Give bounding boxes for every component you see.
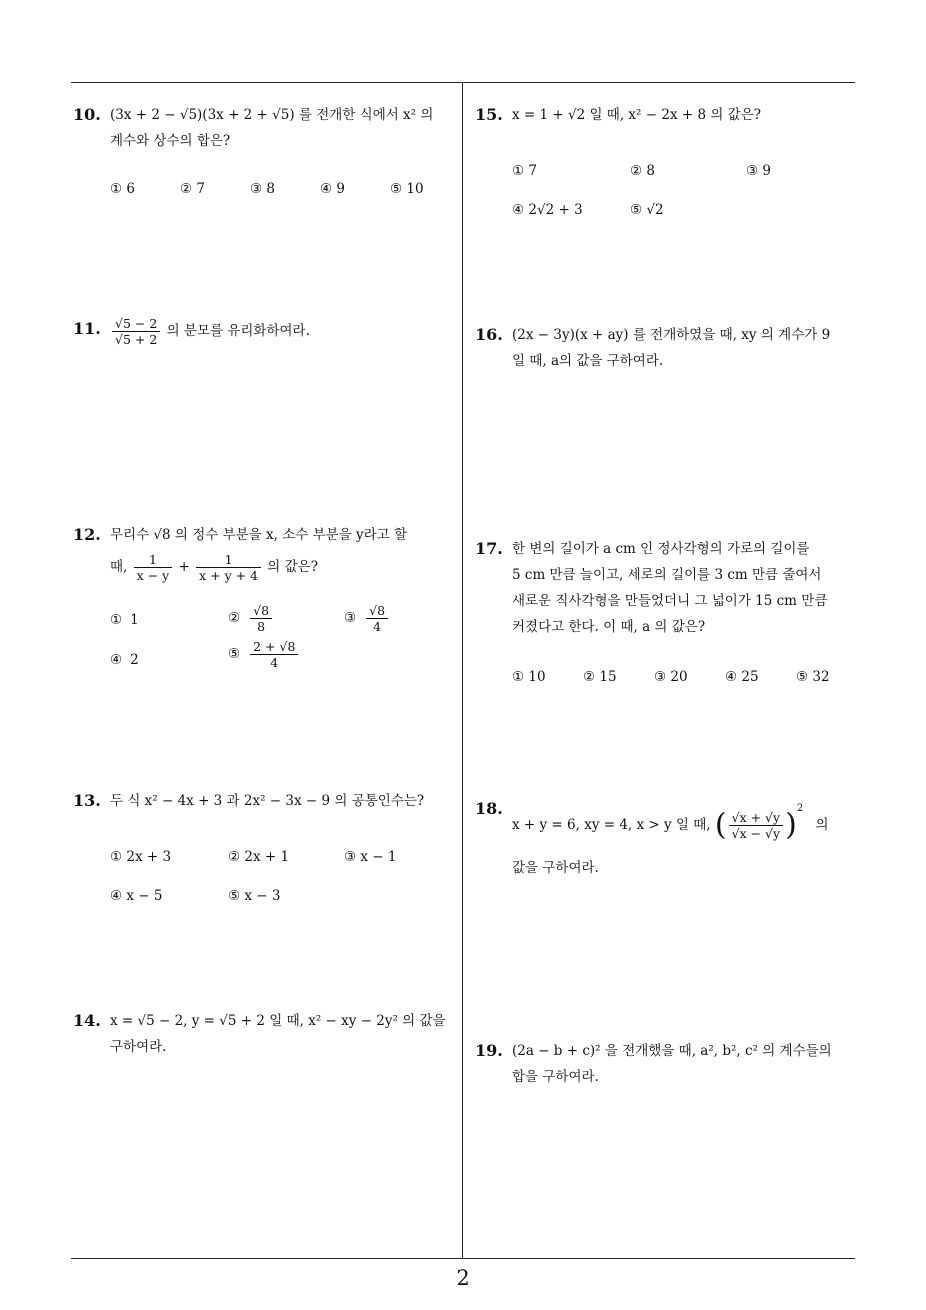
fraction-numerator: √8 — [366, 603, 388, 619]
problem-19 — [475, 1038, 861, 1090]
choice-2[interactable]: ② 15 — [583, 669, 617, 685]
fraction — [250, 603, 272, 634]
choice-4[interactable]: ④ 2√2 + 3 — [512, 202, 583, 218]
choice-5[interactable]: ⑤ x − 3 — [228, 888, 281, 904]
choice-list — [512, 664, 861, 704]
problem-10 — [73, 102, 459, 216]
exponent: 2 — [796, 803, 804, 814]
fraction-numerator: 1 — [196, 552, 261, 568]
problem-text-line: 구하여라. — [110, 1039, 167, 1055]
choice-1[interactable]: ① 7 — [512, 163, 537, 179]
choice-5[interactable] — [228, 639, 300, 670]
fraction-numerator: 1 — [134, 552, 173, 568]
choice-label: ① — [110, 612, 123, 628]
left-paren: ( — [714, 807, 727, 843]
problem-number: 14. — [73, 1011, 101, 1030]
problem-text: 의 — [815, 817, 829, 833]
problem-text-line: x = √5 − 2, y = √5 + 2 일 때, x² − xy − 2y² 의 값을 — [110, 1013, 446, 1029]
choice-4[interactable]: ④ 9 — [320, 181, 345, 197]
choice-label: ⑤ — [228, 646, 241, 662]
problem-text-line — [512, 800, 861, 841]
problem-number: 10. — [73, 105, 101, 124]
problem-text-line — [110, 552, 459, 583]
choice-text: 1 — [130, 612, 139, 628]
choice-1[interactable]: ① 2x + 3 — [110, 849, 172, 865]
choice-3[interactable]: ③ 8 — [250, 181, 275, 197]
fraction-numerator: √5 − 2 — [112, 316, 160, 332]
choice-3[interactable]: ③ 20 — [654, 669, 688, 685]
problem-number: 13. — [73, 791, 101, 810]
choice-label: ④ — [110, 652, 123, 668]
problem-text-line: x = 1 + √2 일 때, x² − 2x + 8 의 값은? — [512, 107, 761, 123]
choice-2[interactable]: ② 2x + 1 — [228, 849, 290, 865]
choice-list — [110, 844, 459, 914]
problem-text: 의 값은? — [267, 559, 318, 575]
choice-4[interactable] — [110, 647, 139, 673]
problem-number: 16. — [475, 325, 503, 344]
fraction-denominator: x − y — [136, 568, 170, 583]
problem-13 — [73, 788, 459, 914]
fraction-denominator: 4 — [373, 619, 382, 634]
problem-17 — [475, 536, 861, 704]
problem-text-line: 한 변의 길이가 a cm 인 정사각형의 가로의 길이를 — [512, 541, 810, 557]
fraction-numerator: √x + √y — [729, 810, 783, 826]
choice-label: ③ — [344, 610, 357, 626]
problem-text: 의 분모를 유리화하여라. — [166, 323, 310, 339]
problem-text-line: 일 때, a의 값을 구하여라. — [512, 353, 664, 369]
choice-1[interactable]: ① 10 — [512, 669, 546, 685]
choice-3[interactable]: ③ x − 1 — [344, 849, 397, 865]
top-rule — [71, 82, 855, 83]
problem-text: x + y = 6, xy = 4, x > y 일 때, — [512, 817, 711, 833]
fraction — [112, 316, 160, 347]
bottom-rule — [71, 1258, 855, 1259]
choice-4[interactable]: ④ x − 5 — [110, 888, 163, 904]
choice-list — [110, 176, 459, 216]
column-divider — [462, 83, 463, 1259]
choice-2[interactable] — [228, 603, 274, 634]
problem-text-line: (2a − b + c)² 을 전개했을 때, a², b², c² 의 계수들의 — [512, 1043, 832, 1059]
fraction-denominator: √5 + 2 — [115, 332, 158, 347]
problem-text-line: 두 식 x² − 4x + 3 과 2x² − 3x − 9 의 공통인수는? — [110, 793, 425, 809]
problem-number: 12. — [73, 525, 101, 544]
fraction-numerator: 2 + √8 — [250, 639, 298, 655]
plus-sign: + — [178, 559, 190, 575]
problem-text-line: 무리수 √8 의 정수 부분을 x, 소수 부분을 y라고 할 — [110, 527, 408, 543]
fraction — [196, 552, 261, 583]
choice-2[interactable]: ② 8 — [630, 163, 655, 179]
choice-1[interactable]: ① 6 — [110, 181, 135, 197]
problem-text-line: (3x + 2 − √5)(3x + 2 + √5) 를 전개한 식에서 x² 의 — [110, 107, 434, 123]
choice-3[interactable]: ③ 9 — [746, 163, 771, 179]
choice-list — [110, 603, 459, 683]
choice-5[interactable]: ⑤ 10 — [390, 181, 424, 197]
fraction — [366, 603, 388, 634]
choice-4[interactable]: ④ 25 — [725, 669, 759, 685]
choice-3[interactable] — [344, 603, 390, 634]
problem-15 — [475, 102, 861, 228]
fraction-denominator: 8 — [257, 619, 266, 634]
problem-12 — [73, 522, 459, 683]
problem-text-line: 새로운 직사각형을 만들었더니 그 넓이가 15 cm 만큼 — [512, 593, 828, 609]
page-number: 2 — [456, 1266, 470, 1290]
problem-14 — [73, 1008, 459, 1060]
fraction — [729, 810, 783, 841]
problem-18 — [475, 796, 861, 881]
fraction-denominator: √x − √y — [731, 826, 781, 841]
choice-1[interactable] — [110, 607, 139, 633]
choice-2[interactable]: ② 7 — [180, 181, 205, 197]
choice-label: ② — [228, 610, 241, 626]
problem-11 — [73, 316, 459, 347]
problem-text-line: 커졌다고 한다. 이 때, a 의 값은? — [512, 619, 706, 635]
problem-text-line: 5 cm 만큼 늘이고, 세로의 길이를 3 cm 만큼 줄여서 — [512, 567, 822, 583]
problem-number: 15. — [475, 105, 503, 124]
choice-5[interactable]: ⑤ √2 — [630, 202, 664, 218]
problem-text: 때, — [110, 559, 128, 575]
choice-list — [512, 158, 861, 228]
problem-text-line: 값을 구하여라. — [512, 860, 599, 876]
fraction-denominator: 4 — [270, 655, 279, 670]
problem-number: 18. — [475, 799, 503, 818]
problem-number: 11. — [73, 319, 101, 338]
choice-5[interactable]: ⑤ 32 — [796, 669, 830, 685]
right-paren: ) — [785, 807, 797, 843]
problem-text-line: 합을 구하여라. — [512, 1069, 599, 1085]
problem-number: 19. — [475, 1041, 503, 1060]
choice-text: 2 — [130, 652, 139, 668]
problem-text-line: (2x − 3y)(x + ay) 를 전개하였을 때, xy 의 계수가 9 — [512, 327, 831, 343]
problem-text-line: 계수와 상수의 합은? — [110, 133, 231, 149]
fraction — [134, 552, 173, 583]
fraction-denominator: x + y + 4 — [199, 568, 258, 583]
fraction-numerator: √8 — [250, 603, 272, 619]
problem-16 — [475, 322, 861, 374]
fraction — [250, 639, 298, 670]
problem-number: 17. — [475, 539, 503, 558]
